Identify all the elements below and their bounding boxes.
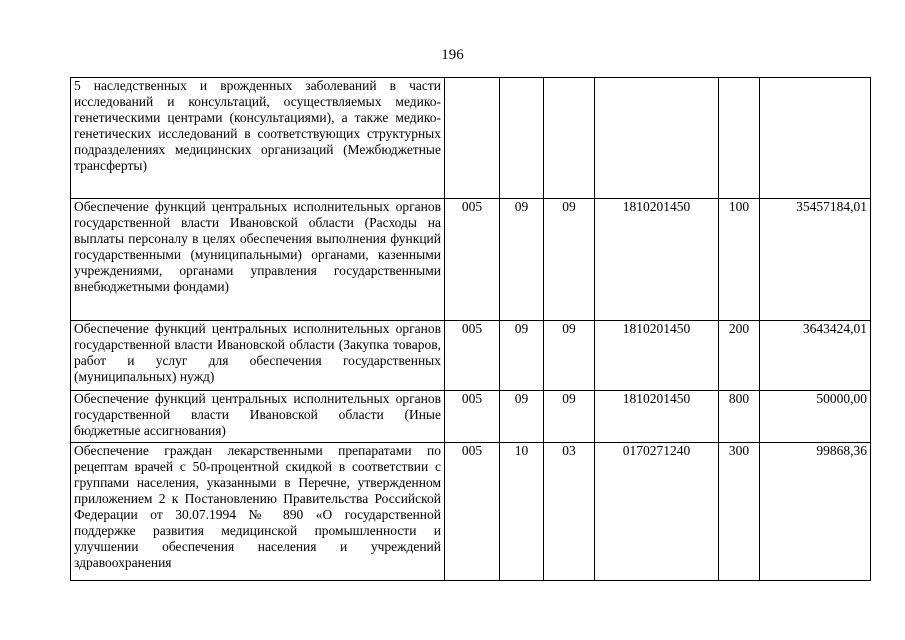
expense-type-cell	[719, 78, 760, 199]
row-name-cell: Обеспечение функций центральных исполнительных органов государственной власти Ивановской области (Иные бюджетные ассигнования)	[71, 391, 445, 443]
subsection-cell: 09	[544, 199, 595, 321]
expense-type-cell: 200	[719, 321, 760, 391]
subsection-cell: 03	[544, 443, 595, 581]
target-article-cell: 0170271240	[595, 443, 719, 581]
admin-code-cell	[445, 78, 500, 199]
admin-code-cell: 005	[445, 321, 500, 391]
expense-type-cell: 100	[719, 199, 760, 321]
row-name-cell: Обеспечение граждан лекарственными препаратами по рецептам врачей с 50-процентной скидкой в соответствии с группами населения, указанными в Перечне, утвержденном приложением 2 к Постановлению Правительства Российской Федерации от 30.07.1994 № 890 «О государственной поддержке развития медицинской промышленности и улучшении обеспечения населения и учреждений здравоохранения	[71, 443, 445, 581]
section-cell: 09	[500, 321, 544, 391]
table-row	[71, 321, 871, 391]
expense-type-cell: 300	[719, 443, 760, 581]
table-row	[71, 199, 871, 321]
section-cell: 10	[500, 443, 544, 581]
subsection-cell	[544, 78, 595, 199]
admin-code-cell: 005	[445, 443, 500, 581]
section-cell	[500, 78, 544, 199]
subsection-cell: 09	[544, 321, 595, 391]
target-article-cell	[595, 78, 719, 199]
row-name-cell: Обеспечение функций центральных исполнительных органов государственной власти Ивановской области (Закупка товаров, работ и услуг для обеспечения государственных (муниципальных) нужд)	[71, 321, 445, 391]
expense-type-cell: 800	[719, 391, 760, 443]
section-cell: 09	[500, 199, 544, 321]
table-row	[71, 443, 871, 581]
table-row	[71, 391, 871, 443]
amount-cell: 35457184,01	[760, 199, 871, 321]
target-article-cell: 1810201450	[595, 199, 719, 321]
page-number: 196	[441, 47, 464, 63]
amount-cell: 50000,00	[760, 391, 871, 443]
budget-table	[70, 77, 871, 581]
target-article-cell: 1810201450	[595, 391, 719, 443]
amount-cell	[760, 78, 871, 199]
row-name-cell: Обеспечение функций центральных исполнительных органов государственной власти Ивановской области (Расходы на выплаты персоналу в целях обеспечения выполнения функций государственными (муниципальными) органами, казенными учреждениями, органами управления государственными внебюджетными фондами)	[71, 199, 445, 321]
section-cell: 09	[500, 391, 544, 443]
admin-code-cell: 005	[445, 199, 500, 321]
table-row	[71, 78, 871, 199]
subsection-cell: 09	[544, 391, 595, 443]
amount-cell: 99868,36	[760, 443, 871, 581]
row-name-cell: 5 наследственных и врожденных заболеваний в части исследований и консультаций, осуществляемых медико-генетическими центрами (консультациями), а также медико-генетических исследований в соответствующих структурных подразделениях медицинских организаций (Межбюджетные трансферты)	[71, 78, 445, 199]
admin-code-cell: 005	[445, 391, 500, 443]
amount-cell: 3643424,01	[760, 321, 871, 391]
target-article-cell: 1810201450	[595, 321, 719, 391]
